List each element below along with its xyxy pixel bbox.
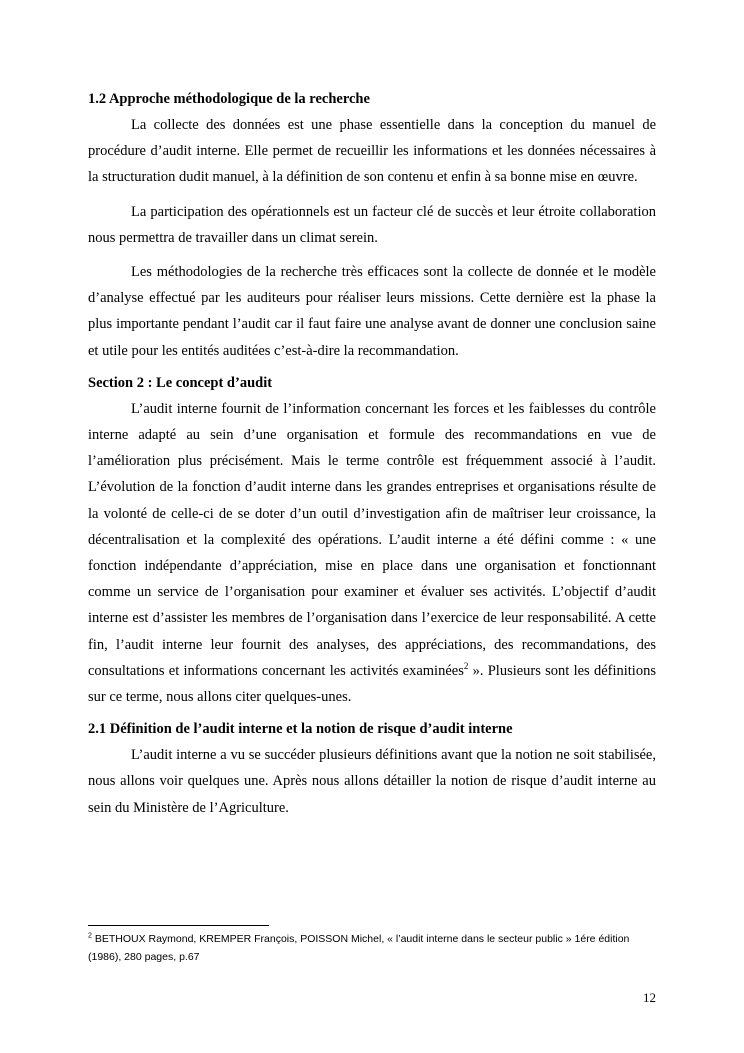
document-body [88, 86, 656, 821]
section-heading-1-2: 1.2 Approche méthodologique de la recherche [88, 91, 370, 107]
footnote-reference[interactable]: 2 [463, 661, 469, 672]
footnote-number: 2 [88, 932, 92, 940]
paragraph-audit-concept [88, 396, 656, 710]
section-heading-2: Section 2 : Le concept d’audit [88, 374, 273, 391]
paragraph-audit-concept-text: L’audit interne fournit de l’information concernant les forces et les faiblesses du contrôle interne adapté au sein d’une organisation et formule des recommandations en vue de l’amélioration plus précisément. Mais le terme contrôle est fréquemment associé à l’audit. L’évolution de la fonction d’audit interne dans les grandes entreprises et organisations résulte de la volonté de celle-ci de se doter d’un outil d’investigation afin de maîtriser leur croissance, la décentralisation et la complexité des opérations. L’audit interne a été défini comme : « une fonction indépendante d’appréciation, mise en place dans une organisation et fonctionnant comme un service de l’organisation pour examiner et évaluer ses activités. L’objectif d’audit interne est d’assister les membres de l’organisation dans l’exercice de leur responsabilité. A cette fin, l’audit interne leur fournit des analyses, des appréciations, des recommandations, des consultations et informations concernant les activités examinées [88, 400, 656, 679]
paragraph-audit-concept-text-end: ». Plusieurs sont les définitions sur ce terme, nous allons citer quelques-unes. [88, 662, 656, 706]
footnote-text: BETHOUX Raymond, KREMPER François, POISSON Michel, « l’audit interne dans le secteur public » 1ére édition (1986), 280 pages, p.67 [88, 933, 630, 963]
section-heading-2-1: 2.1 Définition de l’audit interne et la notion de risque d’audit interne [88, 721, 513, 738]
paragraph-participation: La participation des opérationnels est un facteur clé de succès et leur étroite collaboration nous permettra de travailler dans un climat serein. [88, 203, 656, 246]
footnote-separator [88, 925, 269, 926]
footnote [88, 930, 656, 966]
paragraph-definitions: L’audit interne a vu se succéder plusieurs définitions avant que la notion ne soit stabilisée, nous allons voir quelques une. Après nous allons détailler la notion de risque d’audit interne au sein du Ministère de l’Agriculture. [88, 747, 656, 816]
paragraph-methodologies: Les méthodologies de la recherche très efficaces sont la collecte de donnée et le modèle d’analyse effectué par les auditeurs pour réaliser leurs missions. Cette dernière est la phase la plus importante pendant l’audit car il faut faire une analyse avant de donner une conclusion saine et utile pour les entités auditées c’est-à-dire la recommandation. [88, 264, 656, 359]
page-number: 12 [643, 990, 656, 1005]
paragraph-data-collection: La collecte des données est une phase essentielle dans la conception du manuel de procédure d’audit interne. Elle permet de recueillir les informations et les données nécessaires à la structuration dudit manuel, à la définition de son contenu et enfin à sa bonne mise en œuvre. [88, 117, 656, 186]
